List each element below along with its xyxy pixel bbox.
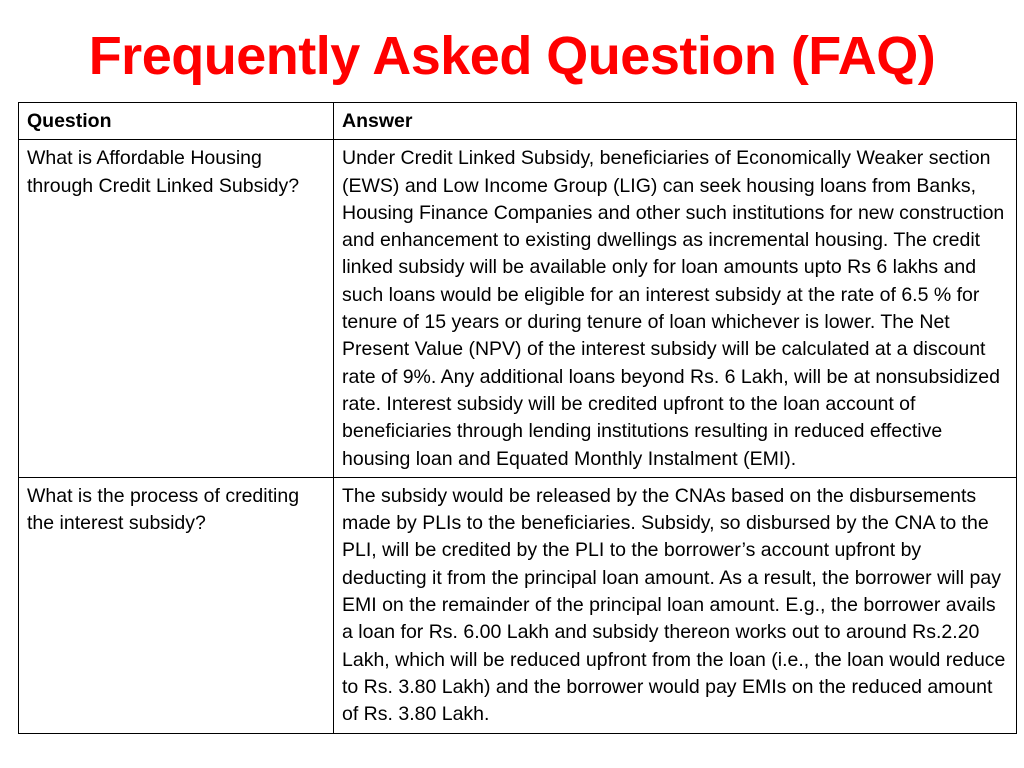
faq-answer-cell: Under Credit Linked Subsidy, beneficiaries of Economically Weaker section (EWS) and Low Income Group (LIG) can seek housing loans from Banks, Housing Finance Companies and other such institutions for new construction and enhancement to existing dwellings as incremental housing. The credit linked subsidy will be available only for loan amounts upto Rs 6 lakhs and such loans would be eligible for an interest subsidy at the rate of 6.5 % for tenure of 15 years or during tenure of loan whichever is lower. The Net Present Value (NPV) of the interest subsidy will be calculated at a discount rate of 9%. Any additional loans beyond Rs. 6 Lakh, will be at nonsubsidized rate. Interest subsidy will be credited upfront to the loan account of beneficiaries through lending institutions resulting in reduced effective housing loan and Equated Monthly Instalment (EMI). bbox=[334, 140, 1017, 478]
table-header-row bbox=[19, 103, 1017, 140]
table-row bbox=[19, 140, 1017, 478]
column-header-question: Question bbox=[19, 103, 334, 140]
faq-question-cell: What is Affordable Housing through Credit Linked Subsidy? bbox=[19, 140, 334, 478]
faq-table bbox=[18, 102, 1017, 734]
faq-answer-cell: The subsidy would be released by the CNAs based on the disbursements made by PLIs to the beneficiaries. Subsidy, so disbursed by the CNA to the PLI, will be credited by the PLI to the borrower’s account upfront by deducting it from the principal loan amount. As a result, the borrower will pay EMI on the remainder of the principal loan amount. E.g., the borrower avails a loan for Rs. 6.00 Lakh and subsidy thereon works out to around Rs.2.20 Lakh, which will be reduced upfront from the loan (i.e., the loan would reduce to Rs. 3.80 Lakh) and the borrower would pay EMIs on the reduced amount of Rs. 3.80 Lakh. bbox=[334, 477, 1017, 733]
faq-question-cell: What is the process of crediting the interest subsidy? bbox=[19, 477, 334, 733]
column-header-answer: Answer bbox=[334, 103, 1017, 140]
page-title: Frequently Asked Question (FAQ) bbox=[88, 26, 936, 86]
table-row bbox=[19, 477, 1017, 733]
